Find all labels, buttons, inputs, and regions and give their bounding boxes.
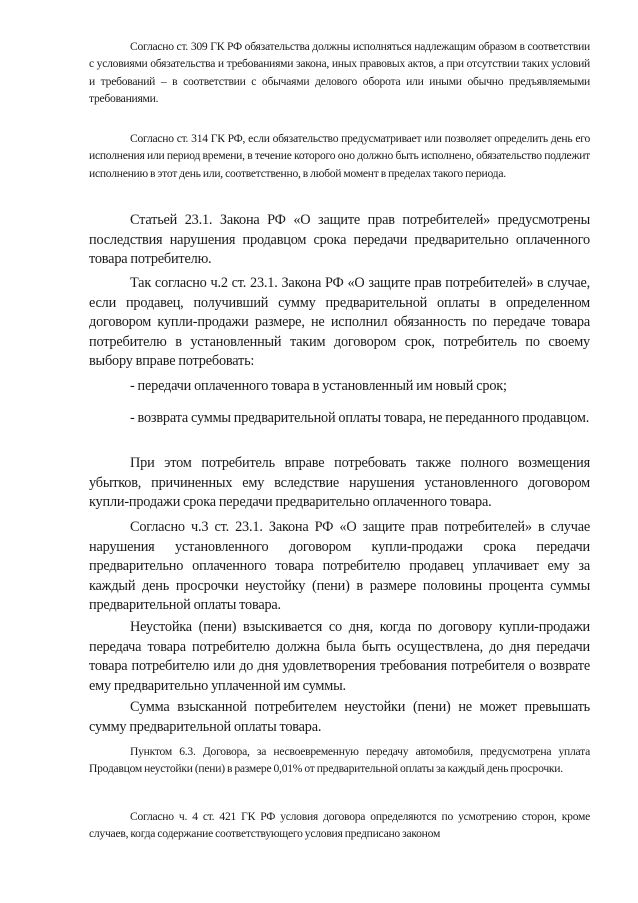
paragraph-art-314: Согласно ст. 314 ГК РФ, если обязательство предусматривает или позволяет определить день его исполнения или период времени, в течение которого оно должно быть исполнено, обязательство подлежит исполнению в этот день или, соответственно, в любой момент в пределах такого периода.: [89, 132, 590, 180]
list-item-new-term: - передачи оплаченного товара в установленный им новый срок;: [130, 378, 507, 394]
paragraph-penalty-limit: Сумма взысканной потребителем неустойки (пени) не может превышать сумму предварительной оплаты товара.: [89, 699, 590, 735]
paragraph-art-23-1: Статьей 23.1. Закона РФ «О защите прав потребителей» предусмотрены последствия нарушения продавцом срока передачи предварительно оплаченного товара потребителю.: [89, 212, 590, 268]
paragraph-damages: При этом потребитель вправе потребовать также полного возмещения убытков, причиненных ему вследствие нарушения установленного договором купли-продажи срока передачи предварительно оплаченного товара.: [89, 455, 590, 511]
paragraph-art-309: Согласно ст. 309 ГК РФ обязательства должны исполняться надлежащим образом в соответствии с условиями обязательства и требованиями закона, иных правовых актов, а при отсутствии таких условий и требований – в соответствии с обычаями делового оборота или иными обычно предъявляемыми требованиями.: [89, 40, 590, 106]
paragraph-part-3: Согласно ч.3 ст. 23.1. Закона РФ «О защите прав потребителей» в случае нарушения установленного договором купли-продажи срока передачи предварительно оплаченного товара потребителю продавец уплачивает ему за каждый день просрочки неустойку (пени) в размере половины процента суммы предварительной оплаты товара.: [89, 519, 590, 614]
list-item-refund: - возврата суммы предварительной оплаты товара, не переданного продавцом.: [130, 410, 590, 426]
paragraph-part-2: Так согласно ч.2 ст. 23.1. Закона РФ «О защите прав потребителей» в случае, если продавец, получивший сумму предварительной оплаты в определенном договором купли-продажи размере, не исполнил обязанность по передаче товара потребителю в установленный таким договором срок, потребитель по своему выбору вправе потребовать:: [89, 275, 590, 370]
paragraph-art-421: Согласно ч. 4 ст. 421 ГК РФ условия договора определяются по усмотрению сторон, кроме случаев, когда содержание соответствующего условия предписано законом: [89, 810, 590, 841]
paragraph-penalty-start: Неустойка (пени) взыскивается со дня, когда по договору купли-продажи передача товара потребителю должна была быть осуществлена, до дня передачи товара потребителю или до дня удовлетворения требования потребителя о возврате ему предварительно уплаченной им суммы.: [89, 619, 590, 694]
paragraph-contract-6-3: Пунктом 6.3. Договора, за несвоевременную передачу автомобиля, предусмотрена уплата Продавцом неустойки (пени) в размере 0,01% от предварительной оплаты за каждый день просрочки.: [89, 745, 590, 776]
